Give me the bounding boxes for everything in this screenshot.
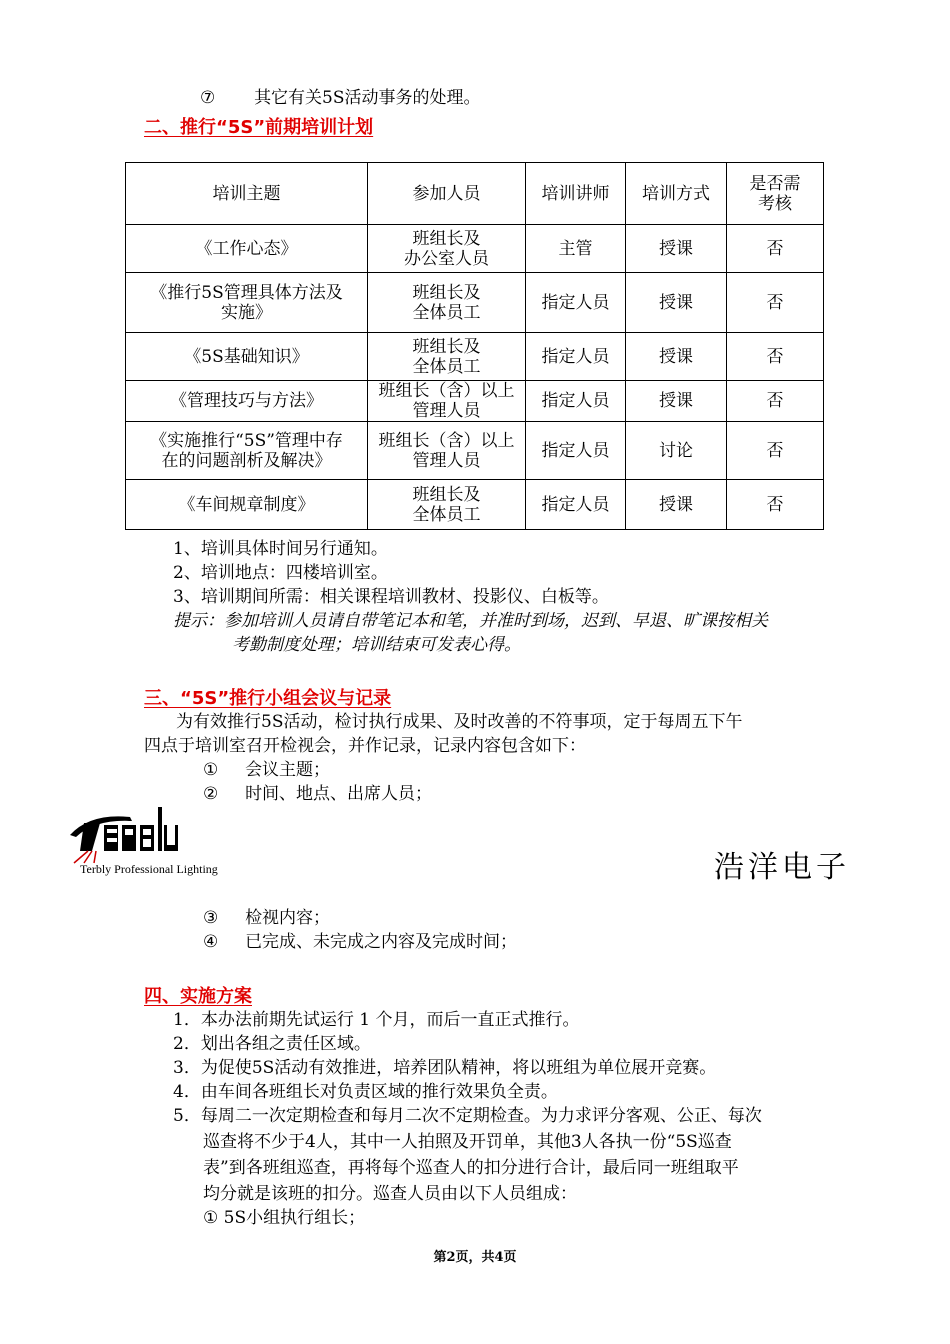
item-text: 检视内容； — [245, 908, 331, 928]
page-footer: 第2页，共4页 — [433, 1250, 517, 1265]
item-number: ① — [203, 760, 219, 780]
cell-topic: 《推行5S管理具体方法及 实施》 — [126, 273, 368, 333]
item-number: ⑦ — [200, 88, 216, 108]
cell-header-assessment: 是否需 考核 — [727, 163, 824, 225]
cell-method: 授课 — [626, 225, 727, 273]
cell-assessment: 否 — [727, 273, 824, 333]
table-row — [126, 480, 824, 530]
cell-trainer: 指定人员 — [526, 422, 626, 480]
item-text: 已完成、未完成之内容及完成时间； — [245, 932, 518, 952]
cell-participants: 班组长（含）以上 管理人员 — [368, 422, 526, 480]
section-3-para-line-2: 四点于培训室召开检视会，并作记录，记录内容包含如下： — [144, 736, 586, 756]
training-plan-table — [125, 162, 824, 530]
section-3-heading: 三、“5S”推行小组会议与记录 — [144, 688, 392, 709]
cell-participants: 班组长及 全体员工 — [368, 273, 526, 333]
item-text: 会议主题； — [245, 760, 331, 780]
cell-method: 授课 — [626, 273, 727, 333]
section-2-heading: 二、推行“5S”前期培训计划 — [144, 117, 374, 138]
brand-name: 浩洋电子 — [714, 850, 850, 885]
table-row — [126, 381, 824, 422]
cell-participants: 班组长（含）以上 管理人员 — [368, 381, 526, 422]
list-item-1 — [203, 758, 330, 782]
cell-method: 讨论 — [626, 422, 727, 480]
cell-participants: 班组长及 全体员工 — [368, 333, 526, 381]
cell-method: 授课 — [626, 381, 727, 422]
cell-trainer: 指定人员 — [526, 480, 626, 530]
table-header-row — [126, 163, 824, 225]
logo-subtitle: Terbly Professional Lighting — [80, 862, 218, 876]
cell-assessment: 否 — [727, 480, 824, 530]
tip-line-1: 提示：参加培训人员请自带笔记本和笔，并准时到场，迟到、早退、旷课按相关 — [173, 611, 768, 631]
plan-line-3: 3．为促使5S活动有效推进，培养团队精神，将以班组为单位展开竞赛。 — [173, 1058, 717, 1078]
cell-topic: 《工作心态》 — [126, 225, 368, 273]
section-3-para-line-1: 为有效推行5S活动，检讨执行成果、及时改善的不符事项，定于每周五下午 — [176, 712, 743, 732]
plan-line-7: 表”到各班组巡查，再将每个巡查人的扣分进行合计，最后同一班组取平 — [203, 1158, 739, 1178]
cell-topic: 《实施推行“5S”管理中存 在的问题剖析及解决》 — [126, 422, 368, 480]
item-number: ③ — [203, 908, 219, 928]
cell-trainer: 指定人员 — [526, 381, 626, 422]
cell-assessment: 否 — [727, 225, 824, 273]
table-row — [126, 422, 824, 480]
cell-header-trainer: 培训讲师 — [526, 163, 626, 225]
plan-line-1: 1．本办法前期先试运行 1 个月，而后一直正式推行。 — [173, 1010, 580, 1030]
cell-header-participants: 参加人员 — [368, 163, 526, 225]
cell-trainer: 主管 — [526, 225, 626, 273]
note-3: 3、培训期间所需：相关课程培训教材、投影仪、白板等。 — [173, 587, 609, 607]
cell-header-method: 培训方式 — [626, 163, 727, 225]
plan-line-2: 2．划出各组之责任区域。 — [173, 1034, 371, 1054]
cell-topic: 《车间规章制度》 — [126, 480, 368, 530]
terbly-logo-icon — [70, 805, 250, 865]
plan-line-5: 5．每周二一次定期检查和每月二次不定期检查。为力求评分客观、公正、每次 — [173, 1106, 762, 1126]
list-item-2 — [203, 782, 432, 806]
cell-assessment: 否 — [727, 333, 824, 381]
table-row — [126, 225, 824, 273]
cell-trainer: 指定人员 — [526, 333, 626, 381]
cell-topic: 《5S基础知识》 — [126, 333, 368, 381]
section-4-heading: 四、实施方案 — [144, 986, 252, 1007]
table-row — [126, 333, 824, 381]
tip-line-2: 考勤制度处理；培训结束可发表心得。 — [232, 635, 521, 655]
list-item-3 — [203, 906, 330, 930]
cell-participants: 班组长及 全体员工 — [368, 480, 526, 530]
note-2: 2、培训地点：四楼培训室。 — [173, 563, 388, 583]
item-text: 其它有关5S活动事务的处理。 — [254, 88, 481, 108]
cell-method: 授课 — [626, 480, 727, 530]
plan-line-6: 巡查将不少于4人，其中一人拍照及开罚单，其他3人各执一份“5S巡查 — [203, 1132, 732, 1152]
note-1: 1、培训具体时间另行通知。 — [173, 539, 388, 559]
cell-trainer: 指定人员 — [526, 273, 626, 333]
cell-assessment: 否 — [727, 422, 824, 480]
cell-topic: 《管理技巧与方法》 — [126, 381, 368, 422]
item-number: ④ — [203, 932, 219, 952]
list-item-7 — [200, 86, 481, 110]
cell-participants: 班组长及 办公室人员 — [368, 225, 526, 273]
table-row — [126, 273, 824, 333]
plan-line-4: 4．由车间各班组长对负责区域的推行效果负全责。 — [173, 1082, 558, 1102]
item-text: 时间、地点、出席人员； — [245, 784, 433, 804]
cell-header-topic: 培训主题 — [126, 163, 368, 225]
plan-line-8: 均分就是该班的扣分。巡查人员由以下人员组成： — [203, 1184, 577, 1204]
plan-line-9: ① 5S小组执行组长； — [203, 1208, 366, 1228]
cell-assessment: 否 — [727, 381, 824, 422]
item-number: ② — [203, 784, 219, 804]
list-item-4 — [203, 930, 517, 954]
cell-method: 授课 — [626, 333, 727, 381]
